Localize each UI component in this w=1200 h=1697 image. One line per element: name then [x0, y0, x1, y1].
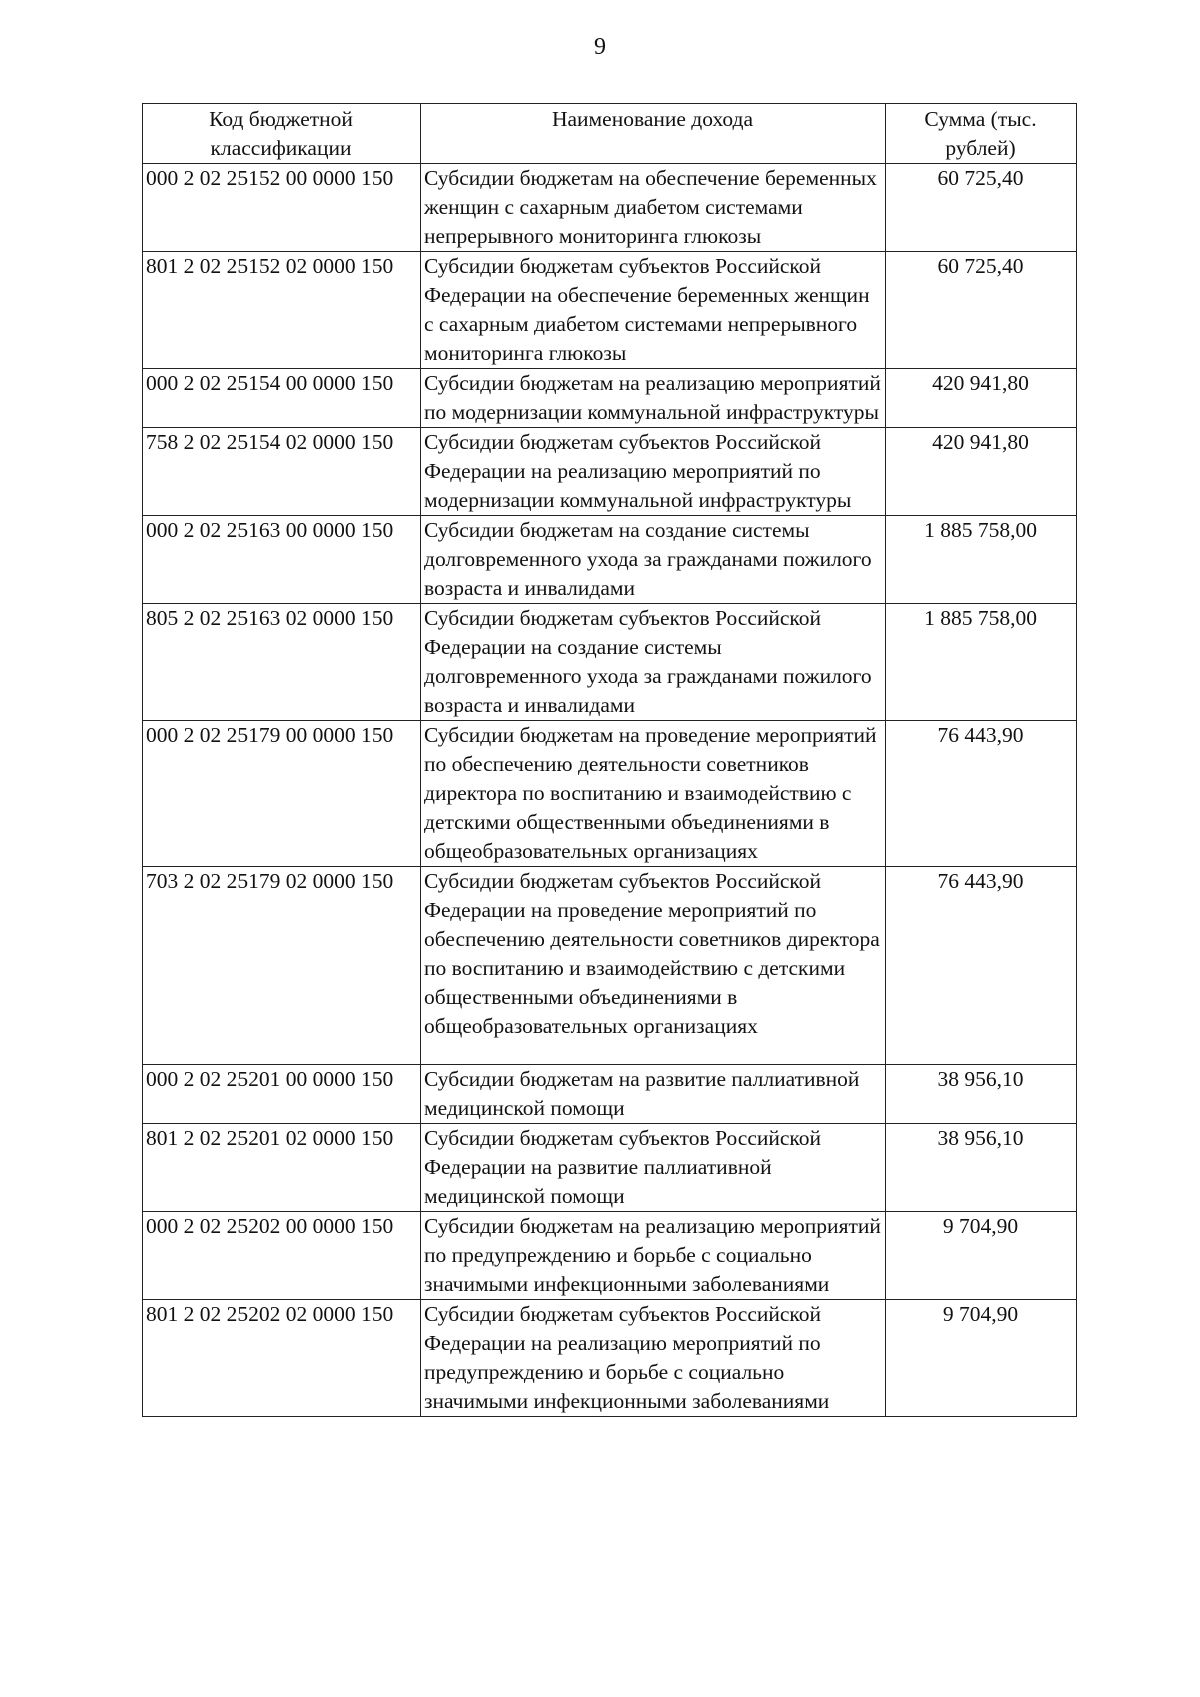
row-name: Субсидии бюджетам на обеспечение беременных женщин с сахарным диабетом системами непрерывного мониторинга глюкозы	[421, 164, 886, 252]
table-row	[143, 1212, 1077, 1300]
row-code: 000 2 02 25201 00 0000 150	[143, 1065, 421, 1124]
row-code: 000 2 02 25163 00 0000 150	[143, 516, 421, 604]
row-sum: 38 956,10	[886, 1124, 1077, 1212]
header-name: Наименование дохода	[421, 104, 886, 164]
row-code: 801 2 02 25202 02 0000 150	[143, 1300, 421, 1417]
row-name: Субсидии бюджетам на развитие паллиативной медицинской помощи	[421, 1065, 886, 1124]
row-name: Субсидии бюджетам на реализацию мероприятий по предупреждению и борьбе с социально значимыми инфекционными заболеваниями	[421, 1212, 886, 1300]
budget-income-table	[142, 103, 1077, 1417]
table-row	[143, 1124, 1077, 1212]
row-code: 758 2 02 25154 02 0000 150	[143, 428, 421, 516]
row-sum: 9 704,90	[886, 1212, 1077, 1300]
table-row	[143, 428, 1077, 516]
row-sum: 9 704,90	[886, 1300, 1077, 1417]
table-row	[143, 604, 1077, 721]
table-row	[143, 164, 1077, 252]
row-code: 703 2 02 25179 02 0000 150	[143, 867, 421, 1065]
row-sum: 1 885 758,00	[886, 516, 1077, 604]
row-sum: 420 941,80	[886, 369, 1077, 428]
table-row	[143, 369, 1077, 428]
table-row	[143, 516, 1077, 604]
row-name: Субсидии бюджетам на проведение мероприятий по обеспечению деятельности советников директора по воспитанию и взаимодействию с детскими общественными объединениями в общеобразовательных организациях	[421, 721, 886, 867]
row-name: Субсидии бюджетам на создание системы долговременного ухода за гражданами пожилого возраста и инвалидами	[421, 516, 886, 604]
row-code: 000 2 02 25202 00 0000 150	[143, 1212, 421, 1300]
row-sum: 1 885 758,00	[886, 604, 1077, 721]
row-code: 805 2 02 25163 02 0000 150	[143, 604, 421, 721]
row-code: 801 2 02 25201 02 0000 150	[143, 1124, 421, 1212]
table-row	[143, 1300, 1077, 1417]
row-name: Субсидии бюджетам на реализацию мероприятий по модернизации коммунальной инфраструктуры	[421, 369, 886, 428]
table-header-row	[143, 104, 1077, 164]
header-code: Код бюджетной классификации	[143, 104, 421, 164]
row-name: Субсидии бюджетам субъектов Российской Федерации на развитие паллиативной медицинской помощи	[421, 1124, 886, 1212]
row-code: 000 2 02 25152 00 0000 150	[143, 164, 421, 252]
row-name: Субсидии бюджетам субъектов Российской Федерации на реализацию мероприятий по предупреждению и борьбе с социально значимыми инфекционными заболеваниями	[421, 1300, 886, 1417]
table-row	[143, 252, 1077, 369]
row-sum: 76 443,90	[886, 721, 1077, 867]
table-row	[143, 721, 1077, 867]
row-sum: 420 941,80	[886, 428, 1077, 516]
page-number: 9	[594, 34, 606, 60]
row-code: 000 2 02 25179 00 0000 150	[143, 721, 421, 867]
row-sum: 60 725,40	[886, 252, 1077, 369]
table-row	[143, 867, 1077, 1065]
table-row	[143, 1065, 1077, 1124]
row-code: 000 2 02 25154 00 0000 150	[143, 369, 421, 428]
row-sum: 76 443,90	[886, 867, 1077, 1065]
header-sum: Сумма (тыс. рублей)	[886, 104, 1077, 164]
row-name: Субсидии бюджетам субъектов Российской Федерации на реализацию мероприятий по модернизации коммунальной инфраструктуры	[421, 428, 886, 516]
row-sum: 38 956,10	[886, 1065, 1077, 1124]
row-sum: 60 725,40	[886, 164, 1077, 252]
row-name: Субсидии бюджетам субъектов Российской Федерации на обеспечение беременных женщин с сахарным диабетом системами непрерывного мониторинга глюкозы	[421, 252, 886, 369]
row-code: 801 2 02 25152 02 0000 150	[143, 252, 421, 369]
row-name: Субсидии бюджетам субъектов Российской Федерации на создание системы долговременного ухода за гражданами пожилого возраста и инвалидами	[421, 604, 886, 721]
row-name: Субсидии бюджетам субъектов Российской Федерации на проведение мероприятий по обеспечению деятельности советников директора по воспитанию и взаимодействию с детскими общественными объединениями в общеобразовательных организациях	[421, 867, 886, 1065]
